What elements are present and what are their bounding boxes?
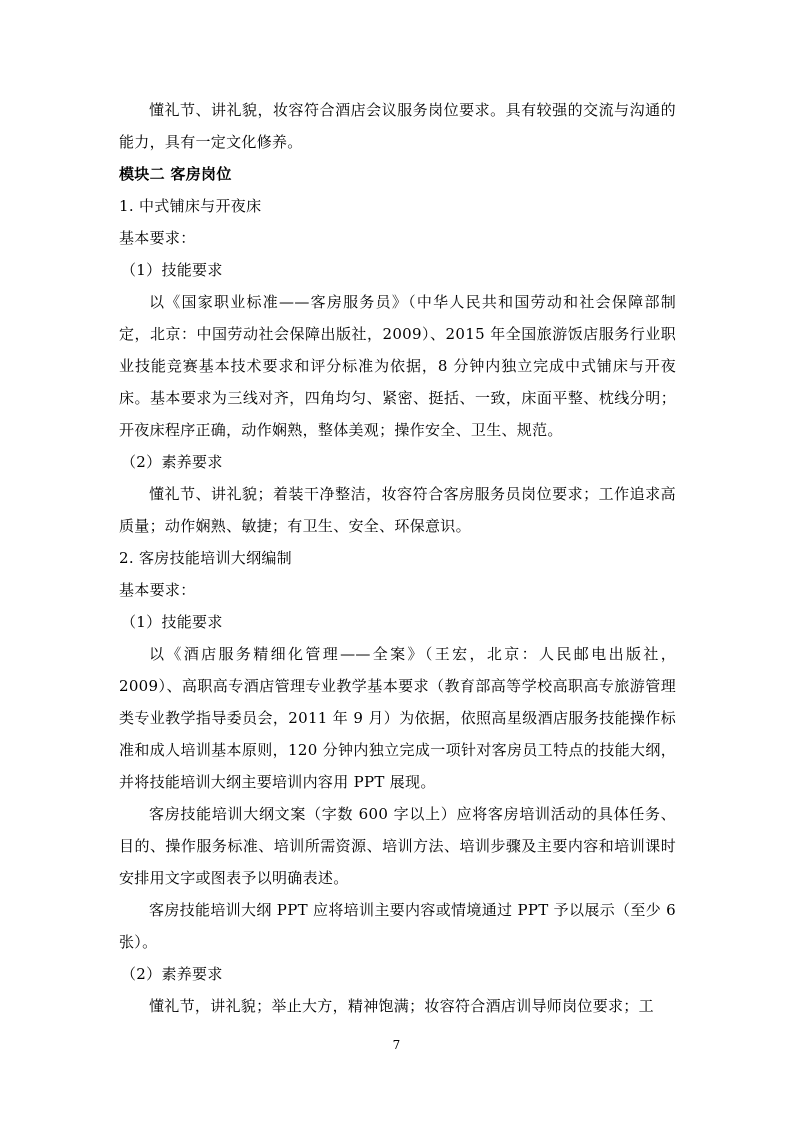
section-heading: 模块二 客房岗位 <box>119 165 232 183</box>
item-heading-1: 1. 中式铺床与开夜床 <box>119 197 262 215</box>
paragraph-quality-2: 懂礼节，讲礼貌；举止大方，精神饱满；妆容符合酒店训导师岗位要求；工 <box>149 997 654 1015</box>
page-body <box>119 94 676 1022</box>
paragraph-outline-doc: 客房技能培训大纲文案（字数 600 字以上）应将客房培训活动的具体任务、目的、操作服务标准、培训所需资源、培训方法、培训步骤及主要内容和培训课时安排用文字或图表予以明确表述。 <box>119 805 676 887</box>
paragraph-skill-1: 以《国家职业标准——客房服务员》（中华人民共和国劳动和社会保障部制定，北京：中国劳动社会保障出版社，2009）、2015 年全国旅游饭店服务行业职业技能竞赛基本技术要求和评分标准为依据，8 分钟内独立完成中式铺床与开夜床。基本要求为三线对齐，四角均匀、紧密、挺括、一致，床面平整、枕线分明；开夜床程序正确，动作娴熟，整体美观；操作安全、卫生、规范。 <box>119 293 676 439</box>
quality-requirements-label: （2）素养要求 <box>121 453 223 471</box>
basic-requirements-label: 基本要求： <box>119 581 196 599</box>
paragraph-quality-1: 懂礼节、讲礼貌；着装干净整洁，妆容符合客房服务员岗位要求；工作追求高质量；动作娴熟、敏捷；有卫生、安全、环保意识。 <box>119 485 676 535</box>
paragraph-skill-2: 以《酒店服务精细化管理——全案》（王宏，北京：人民邮电出版社，2009）、高职高专酒店管理专业教学基本要求（教育部高等学校高职高专旅游管理类专业教学指导委员会，2011 年 9 月）为依据，依照高星级酒店服务技能操作标准和成人培训基本原则，120 分钟内独立完成一项针对客房员工特点的技能大纲，并将技能培训大纲主要培训内容用 PPT 展现。 <box>119 645 676 791</box>
item-heading-2: 2. 客房技能培训大纲编制 <box>119 549 292 567</box>
basic-requirements-label: 基本要求： <box>119 229 196 247</box>
paragraph-intro: 懂礼节、讲礼貌，妆容符合酒店会议服务岗位要求。具有较强的交流与沟通的能力，具有一定文化修养。 <box>119 101 676 151</box>
page-number: 7 <box>392 1038 401 1052</box>
quality-requirements-label: （2）素养要求 <box>121 965 223 983</box>
skill-requirements-label: （1）技能要求 <box>121 261 223 279</box>
skill-requirements-label: （1）技能要求 <box>121 613 223 631</box>
paragraph-outline-ppt: 客房技能培训大纲 PPT 应将培训主要内容或情境通过 PPT 予以展示（至少 6 张）。 <box>119 901 676 951</box>
